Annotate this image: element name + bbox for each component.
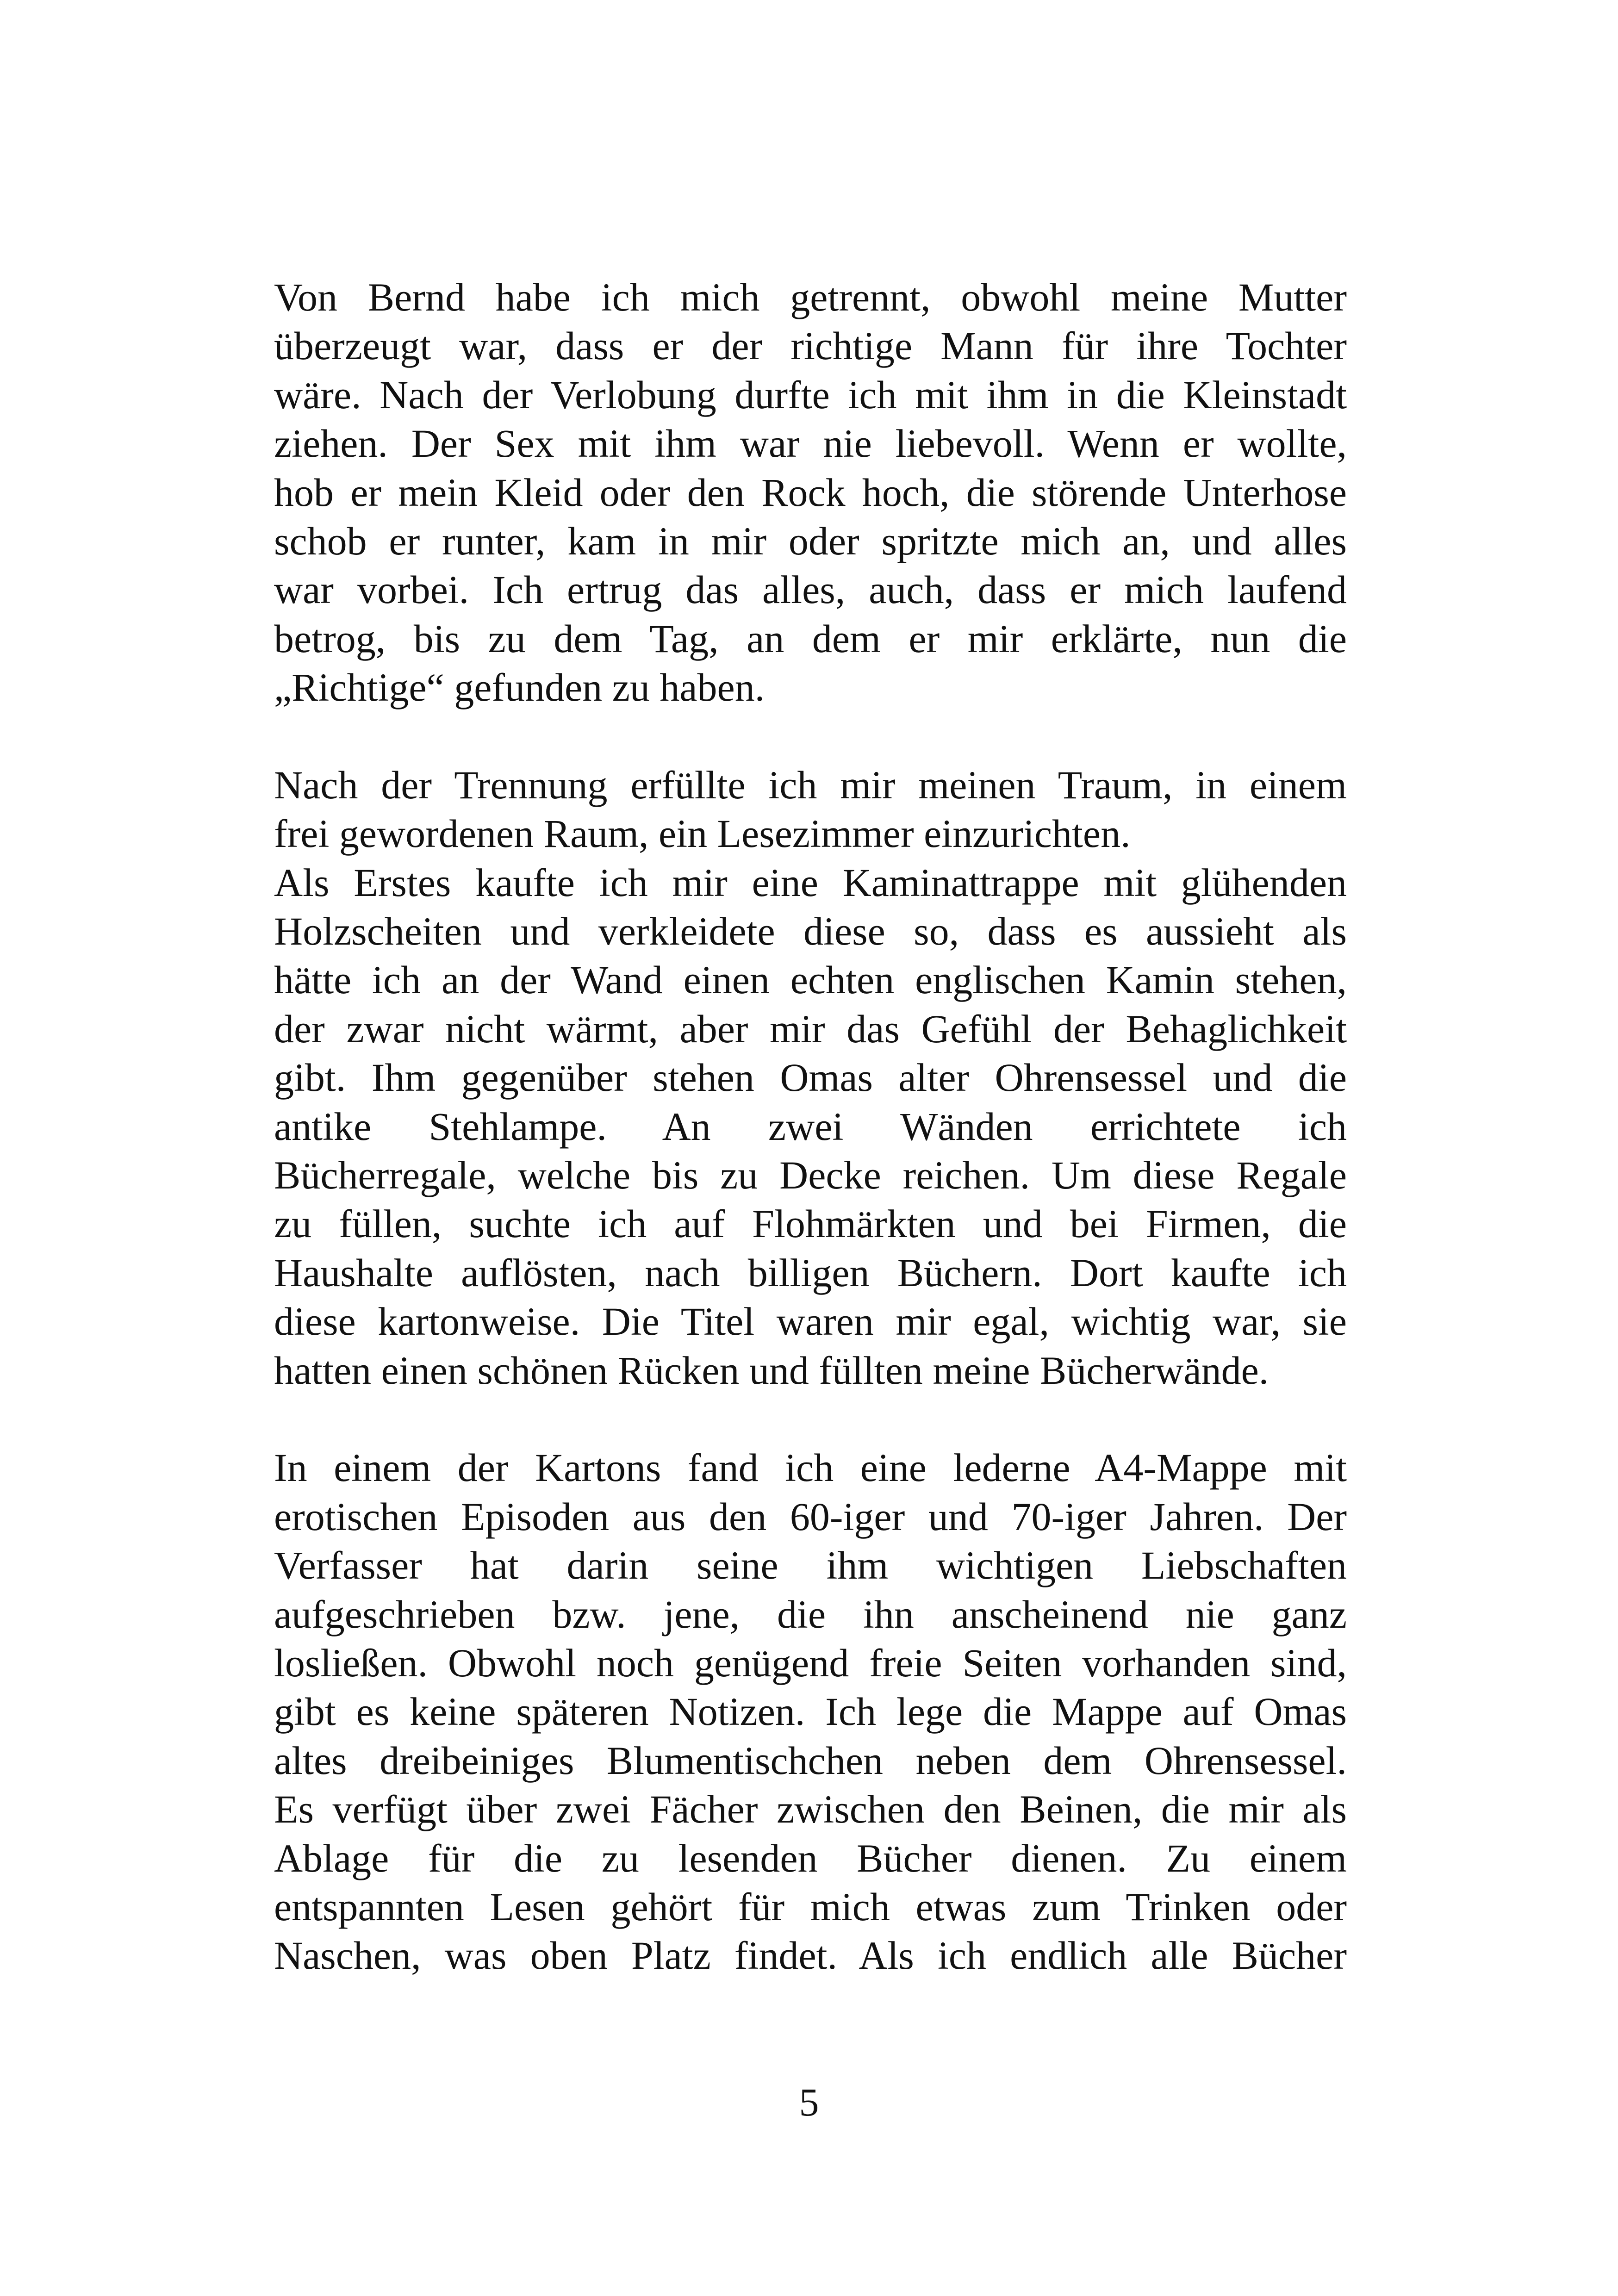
text-line: gibt. Ihm gegenüber stehen Omas alter Ohrensessel und die <box>274 1055 1347 1100</box>
text-line: frei gewordenen Raum, ein Lesezimmer einzurichten. <box>274 811 1131 856</box>
text-line: betrog, bis zu dem Tag, an dem er mir erklärte, nun die <box>274 616 1347 661</box>
text-line: In einem der Kartons fand ich eine lederne A4-Mappe mit <box>274 1445 1347 1490</box>
text-line: diese kartonweise. Die Titel waren mir egal, wichtig war, sie <box>274 1299 1347 1344</box>
text-line: Bücherregale, welche bis zu Decke reichen. Um diese Regale <box>274 1153 1347 1198</box>
paragraph <box>274 273 1347 712</box>
text-line: Nach der Trennung erfüllte ich mir meinen Traum, in einem <box>274 762 1347 807</box>
paragraph <box>274 761 1347 859</box>
text-line: ziehen. Der Sex mit ihm war nie liebevoll. Wenn er wollte, <box>274 421 1347 466</box>
text-line: Ablage für die zu lesenden Bücher dienen. Zu einem <box>274 1836 1347 1880</box>
text-line: Als Erstes kaufte ich mir eine Kaminattrappe mit glühenden <box>274 860 1347 905</box>
text-line: der zwar nicht wärmt, aber mir das Gefühl der Behaglichkeit <box>274 1006 1347 1051</box>
text-line: Es verfügt über zwei Fächer zwischen den Beinen, die mir als <box>274 1787 1347 1832</box>
text-line: Verfasser hat darin seine ihm wichtigen Liebschaften <box>274 1543 1347 1588</box>
paragraph-gap <box>274 712 1347 761</box>
text-line: Von Bernd habe ich mich getrennt, obwohl meine Mutter <box>274 275 1347 319</box>
text-line: hob er mein Kleid oder den Rock hoch, die störende Unterhose <box>274 470 1347 515</box>
page-number: 5 <box>799 2080 819 2124</box>
text-line: zu füllen, suchte ich auf Flohmärkten und bei Firmen, die <box>274 1201 1347 1246</box>
text-line: „Richtige“ gefunden zu haben. <box>274 665 765 710</box>
text-line: wäre. Nach der Verlobung durfte ich mit ihm in die Kleinstadt <box>274 372 1347 417</box>
text-line: schob er runter, kam in mir oder spritzte mich an, und alles <box>274 518 1347 563</box>
text-line: aufgeschrieben bzw. jene, die ihn anscheinend nie ganz <box>274 1592 1347 1636</box>
text-line: erotischen Episoden aus den 60-iger und 70-iger Jahren. Der <box>274 1494 1347 1539</box>
paragraph <box>274 1444 1347 1980</box>
text-line: hatten einen schönen Rücken und füllten meine Bücherwände. <box>274 1348 1269 1393</box>
text-line: altes dreibeiniges Blumentischchen neben dem Ohrensessel. <box>274 1738 1347 1783</box>
text-line: war vorbei. Ich ertrug das alles, auch, dass er mich laufend <box>274 567 1347 612</box>
text-line: überzeugt war, dass er der richtige Mann für ihre Tochter <box>274 324 1347 368</box>
text-line: entspannten Lesen gehört für mich etwas zum Trinken oder <box>274 1884 1347 1929</box>
body-text <box>274 273 1347 1980</box>
text-line: Holzscheiten und verkleidete diese so, dass es aussieht als <box>274 909 1347 954</box>
text-line: hätte ich an der Wand einen echten englischen Kamin stehen, <box>274 958 1347 1002</box>
text-line: antike Stehlampe. An zwei Wänden errichtete ich <box>274 1104 1347 1149</box>
text-line: Haushalte auflösten, nach billigen Büchern. Dort kaufte ich <box>274 1250 1347 1295</box>
paragraph-gap <box>274 1395 1347 1444</box>
text-line: losließen. Obwohl noch genügend freie Seiten vorhanden sind, <box>274 1640 1347 1685</box>
text-line: gibt es keine späteren Notizen. Ich lege die Mappe auf Omas <box>274 1689 1347 1734</box>
text-line: Naschen, was oben Platz findet. Als ich endlich alle Bücher <box>274 1933 1347 1978</box>
paragraph <box>274 859 1347 1395</box>
